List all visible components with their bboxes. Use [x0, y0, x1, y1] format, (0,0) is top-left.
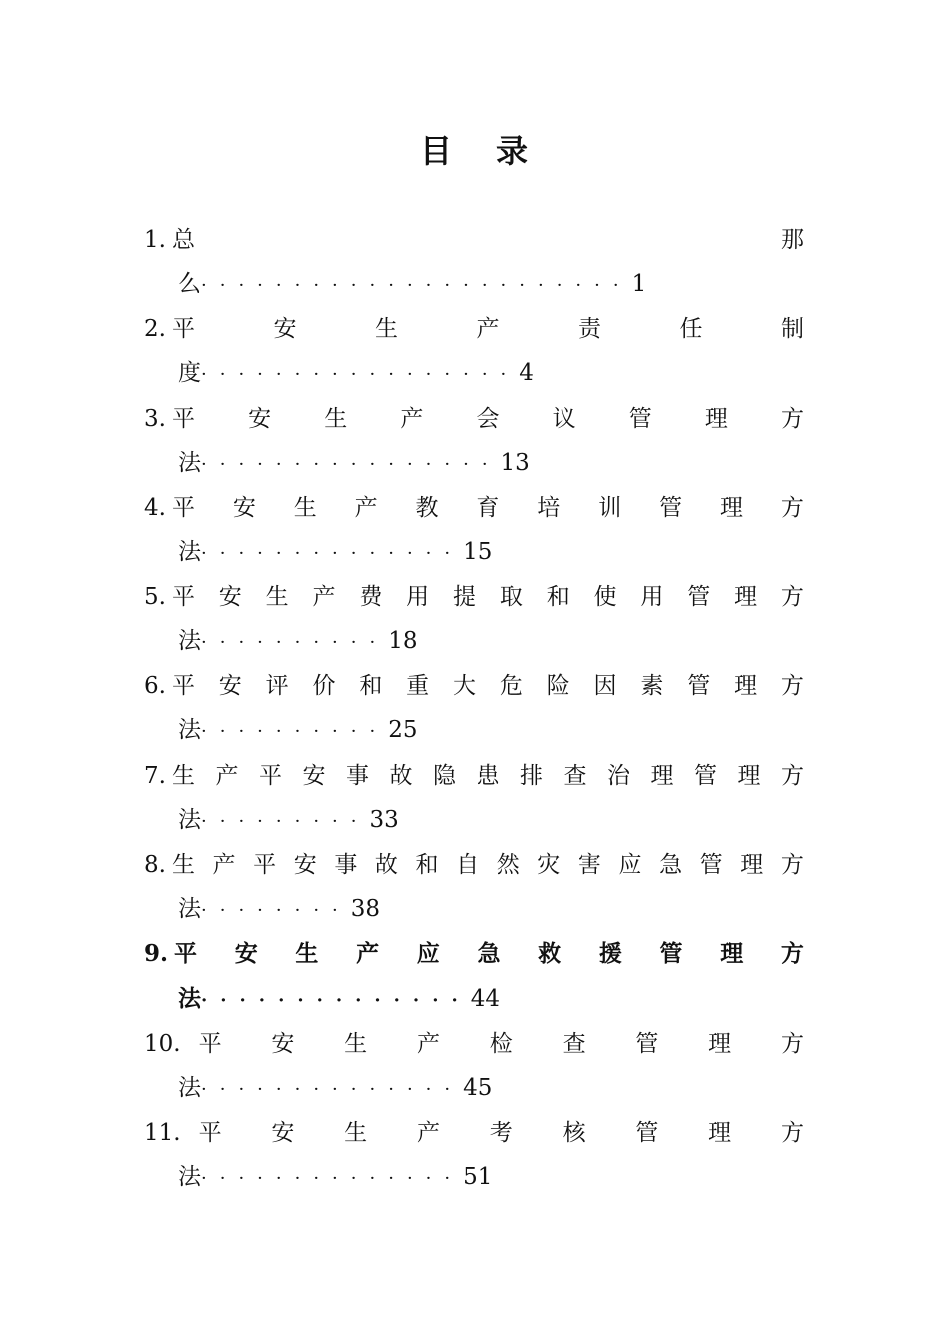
toc-entry-title-char: 援: [598, 940, 622, 968]
toc-entry-title-char: 患: [476, 762, 500, 789]
toc-entry-title-char: 应: [416, 940, 440, 968]
toc-entry-title-char: 产: [416, 1119, 440, 1146]
toc-dot-leader: ··············: [201, 990, 471, 1012]
toc-entry-title-char: 生: [344, 1119, 368, 1146]
toc-entry-number: 7.: [144, 762, 166, 789]
toc-entry-title-char: 总: [171, 227, 195, 253]
toc-entry-title-char: 安: [271, 1119, 295, 1146]
toc-entry-title-char: 产: [212, 852, 236, 879]
toc-entry-title: [172, 843, 804, 887]
toc-entry-title-tail: 法: [178, 896, 201, 923]
toc-entry-heading-line: [144, 307, 804, 351]
toc-entry-number: 5.: [144, 584, 166, 611]
toc-entry-title-char: 训: [598, 494, 622, 521]
toc-entry-heading-line: [144, 754, 804, 798]
toc-entry-title-char: 平: [253, 852, 277, 879]
toc-entry-title-char: 事: [334, 852, 358, 879]
toc-entry-title-char: 教: [415, 494, 439, 521]
toc-entry-title-char: 方: [780, 673, 804, 700]
toc-entry-title-char: 自: [456, 852, 480, 879]
toc-entry-title-char: 产: [312, 584, 336, 611]
toc-entry-title-char: 方: [780, 940, 804, 968]
toc-entry-title-char: 生: [265, 584, 289, 611]
toc-entry-title-char: 核: [562, 1119, 586, 1146]
toc-entry-title-char: 险: [546, 673, 570, 700]
toc-entry-title: [172, 307, 804, 351]
toc-entry[interactable]: [144, 932, 804, 1021]
toc-entry-title-char: 责: [577, 316, 601, 343]
toc-entry-title-char: 理: [708, 1030, 732, 1057]
toc-page-number: 15: [463, 538, 493, 565]
title-char-1: 目: [419, 132, 454, 170]
toc-entry-title-char: 素: [640, 673, 664, 700]
toc-entry-title-char: 治: [606, 762, 630, 789]
toc-entry-title-char: 管: [693, 762, 717, 789]
toc-entry-leader-line: [144, 976, 804, 1021]
toc-entry-title-char: 方: [780, 852, 804, 879]
toc-entry[interactable]: [144, 307, 804, 396]
toc-page-number: 13: [500, 449, 530, 476]
toc-entry-title-tail: 法: [178, 985, 201, 1013]
toc-entry-number: 2.: [144, 316, 166, 343]
title-char-2: 录: [496, 132, 531, 170]
toc-entry-number: 9.: [144, 940, 169, 968]
toc-entry-title-char: 方: [780, 584, 804, 611]
toc-entry-leader-line: [144, 619, 804, 664]
toc-entry-title-char: 安: [273, 316, 297, 343]
toc-page-number: 18: [388, 628, 418, 655]
toc-entry-number: 8.: [144, 852, 166, 879]
toc-entry-title-char: 安: [232, 494, 256, 521]
toc-entry-title-char: 故: [374, 852, 398, 879]
toc-entry-title-char: 管: [687, 673, 711, 700]
toc-entry-title-char: 使: [593, 584, 617, 611]
toc-dot-leader: ··············: [201, 1167, 464, 1189]
toc-entry-leader-line: [144, 351, 804, 396]
toc-entry-title-char: 生: [171, 762, 195, 789]
toc-entry-title-char: 和: [359, 673, 383, 700]
toc-dot-leader: ·······················: [201, 275, 632, 296]
toc-entry-title-char: 应: [618, 852, 642, 879]
toc-entry-title-char: 安: [218, 673, 242, 700]
toc-entry-title-char: 生: [171, 852, 195, 879]
toc-entry-title-char: 理: [650, 762, 674, 789]
toc-entry-title-char: 方: [780, 1030, 804, 1057]
toc-page-number: 4: [519, 360, 534, 387]
toc-entry-title-tail: 度: [178, 360, 201, 387]
toc-entry-title-char: 平: [198, 1030, 222, 1057]
toc-entry-title-char: 救: [538, 940, 562, 968]
toc-entry-title-char: 理: [720, 940, 744, 968]
toc-entry-title-char: 事: [345, 762, 369, 789]
toc-entry[interactable]: [144, 397, 804, 486]
toc-entry-heading-line: [144, 575, 804, 619]
toc-entry-title-char: 理: [734, 673, 758, 700]
toc-entry-number: 4.: [144, 494, 166, 521]
toc-entry-title-char: 大: [453, 673, 477, 700]
toc-page-number: 38: [350, 896, 381, 923]
toc-entry-title-char: 考: [489, 1119, 513, 1146]
toc-entry-title-char: 生: [293, 494, 317, 521]
toc-entry-title: [172, 218, 804, 262]
toc-dot-leader: ··············: [201, 542, 464, 564]
toc-entry-title-char: 管: [628, 405, 652, 432]
toc-dot-leader: ·················: [201, 364, 520, 386]
toc-entry-heading-line: [144, 218, 804, 262]
toc-entry-leader-line: [144, 798, 804, 843]
toc-dot-leader: ··········: [201, 632, 389, 654]
toc-entry-title: [172, 575, 804, 619]
toc-entry-title-char: 理: [734, 584, 758, 611]
toc-entry-leader-line: [144, 1155, 804, 1200]
toc-entry-title-char: 评: [265, 673, 289, 700]
toc-entry-title-char: 管: [699, 852, 723, 879]
toc-dot-leader: ··············: [201, 1078, 464, 1100]
toc-entry-title: [199, 1111, 804, 1155]
toc-entry-title-char: 那: [781, 227, 804, 253]
toc-entry-title: [199, 1022, 804, 1066]
toc-entry-number: 1.: [144, 227, 166, 253]
toc-entry-title-char: 平: [171, 494, 195, 521]
toc-entry-title-char: 安: [271, 1030, 295, 1057]
toc-entry-leader-line: [144, 1066, 804, 1111]
toc-entry-title-char: 用: [406, 584, 430, 611]
toc-page-number: 25: [388, 717, 418, 744]
toc-entry-leader-line: [144, 262, 804, 307]
toc-entry-title-char: 培: [537, 494, 561, 521]
toc-entry-title-char: 生: [374, 316, 398, 343]
toc-entry-title-tail: 法: [178, 449, 201, 476]
table-of-contents: [144, 218, 804, 1200]
toc-entry-title-char: 费: [359, 584, 383, 611]
toc-entry-title-char: 安: [248, 405, 272, 432]
toc-entry-title: [172, 486, 804, 530]
toc-entry-title: [174, 932, 804, 976]
toc-entry-heading-line: [144, 843, 804, 887]
toc-entry-title-char: 方: [780, 494, 804, 521]
toc-entry-heading-line: [144, 932, 804, 976]
toc-entry-title-char: 平: [171, 316, 195, 343]
toc-entry-title-char: 方: [780, 1119, 804, 1146]
toc-entry-title-char: 生: [324, 405, 348, 432]
toc-entry-title-char: 平: [258, 762, 282, 789]
toc-page-number: 45: [463, 1074, 493, 1101]
toc-dot-leader: ·········: [201, 810, 370, 832]
toc-entry-title-char: 和: [415, 852, 439, 879]
toc-entry-title-char: 灾: [537, 852, 561, 879]
toc-entry-title-char: 检: [489, 1030, 513, 1057]
toc-entry-title-char: 查: [563, 762, 587, 789]
toc-entry-title-char: 制: [780, 316, 804, 343]
toc-entry-title: [172, 397, 804, 441]
toc-entry[interactable]: [144, 664, 804, 753]
toc-entry-leader-line: [144, 441, 804, 486]
toc-entry-leader-line: [144, 887, 804, 932]
toc-entry-title-char: 因: [593, 673, 617, 700]
toc-page-number: 51: [463, 1163, 493, 1190]
toc-entry-title-char: 价: [312, 673, 336, 700]
toc-entry-leader-line: [144, 530, 804, 575]
toc-entry-title-char: 管: [659, 940, 683, 968]
toc-entry-title-char: 查: [562, 1030, 586, 1057]
toc-entry-number: 11.: [144, 1119, 181, 1146]
toc-entry-heading-line: [144, 1022, 804, 1066]
toc-entry-title-tail: 法: [178, 806, 201, 833]
toc-entry-title-char: 平: [174, 940, 198, 968]
toc-entry-title-char: 重: [406, 673, 430, 700]
toc-entry-title-char: 害: [577, 852, 601, 879]
toc-entry-heading-line: [144, 1111, 804, 1155]
toc-entry-title-tail: 法: [178, 1163, 201, 1190]
toc-entry-title-char: 平: [171, 584, 195, 611]
toc-entry-title-char: 产: [354, 494, 378, 521]
toc-entry-title-char: 提: [453, 584, 477, 611]
toc-entry-leader-line: [144, 708, 804, 753]
toc-entry-title-char: 生: [295, 940, 319, 968]
toc-entry-title-tail: 么: [178, 271, 201, 297]
toc-entry-title-char: 方: [780, 405, 804, 432]
toc-page-number: 33: [369, 806, 399, 833]
toc-entry-title-char: 方: [780, 762, 804, 789]
toc-entry-title: [172, 754, 804, 798]
toc-entry[interactable]: [144, 754, 804, 843]
toc-entry-title-char: 管: [659, 494, 683, 521]
toc-entry-title-char: 育: [476, 494, 500, 521]
toc-entry-title-char: 平: [171, 405, 195, 432]
toc-page-number: 1: [631, 271, 647, 297]
toc-entry-title-char: 理: [740, 852, 764, 879]
toc-entry-title-char: 议: [552, 405, 576, 432]
toc-entry-title-char: 产: [476, 316, 500, 343]
toc-entry-title-tail: 法: [178, 628, 201, 655]
toc-entry-number: 3.: [144, 405, 166, 432]
toc-entry-heading-line: [144, 664, 804, 708]
toc-entry-title-char: 安: [234, 940, 258, 968]
toc-entry-title-char: 危: [499, 673, 523, 700]
toc-entry-title-char: 管: [635, 1119, 659, 1146]
toc-entry-title-char: 安: [218, 584, 242, 611]
toc-entry-number: 10.: [144, 1030, 181, 1057]
toc-entry[interactable]: [144, 486, 804, 575]
toc-dot-leader: ················: [201, 453, 501, 475]
toc-entry-title-char: 产: [215, 762, 239, 789]
toc-entry-title-char: 理: [737, 762, 761, 789]
toc-entry-title-char: 平: [198, 1119, 222, 1146]
toc-entry-title-char: 生: [344, 1030, 368, 1057]
toc-entry-title-tail: 法: [178, 1074, 201, 1101]
toc-entry[interactable]: [144, 843, 804, 932]
toc-entry-title-char: 平: [171, 673, 195, 700]
toc-page-number: 44: [470, 986, 501, 1013]
toc-entry-title-tail: 法: [178, 538, 201, 565]
toc-entry-title-char: 排: [519, 762, 543, 789]
toc-entry-title-char: 急: [659, 852, 683, 879]
toc-entry-title-char: 会: [476, 405, 500, 432]
toc-entry-title-char: 急: [477, 940, 501, 968]
toc-entry-title-char: 用: [640, 584, 664, 611]
toc-entry[interactable]: [144, 575, 804, 664]
toc-entry-title-char: 产: [400, 405, 424, 432]
toc-entry-title: [172, 664, 804, 708]
toc-entry-heading-line: [144, 397, 804, 441]
toc-entry-title-char: 安: [302, 762, 326, 789]
toc-entry-title-char: 取: [499, 584, 523, 611]
toc-entry-title-tail: 法: [178, 717, 201, 744]
toc-entry[interactable]: [144, 218, 804, 307]
toc-entry-number: 6.: [144, 673, 166, 700]
toc-entry-title-char: 理: [708, 1119, 732, 1146]
toc-entry-title-char: 安: [293, 852, 317, 879]
toc-entry-title-char: 隐: [432, 762, 456, 789]
toc-entry-title-char: 和: [546, 584, 570, 611]
toc-entry-title-char: 然: [496, 852, 520, 879]
toc-dot-leader: ··········: [201, 721, 389, 743]
toc-entry-title-char: 故: [389, 762, 413, 789]
toc-entry-heading-line: [144, 486, 804, 530]
toc-entry-title-char: 管: [687, 584, 711, 611]
toc-entry-title-char: 理: [704, 405, 728, 432]
toc-entry[interactable]: [144, 1111, 804, 1200]
toc-entry[interactable]: [144, 1022, 804, 1111]
toc-entry-title-char: 任: [679, 316, 703, 343]
toc-entry-title-char: 理: [719, 494, 743, 521]
page-title: [0, 126, 950, 172]
toc-entry-title-char: 产: [356, 940, 380, 968]
toc-entry-title-char: 管: [635, 1030, 659, 1057]
toc-entry-title-char: 产: [416, 1030, 440, 1057]
toc-dot-leader: ········: [201, 900, 351, 922]
